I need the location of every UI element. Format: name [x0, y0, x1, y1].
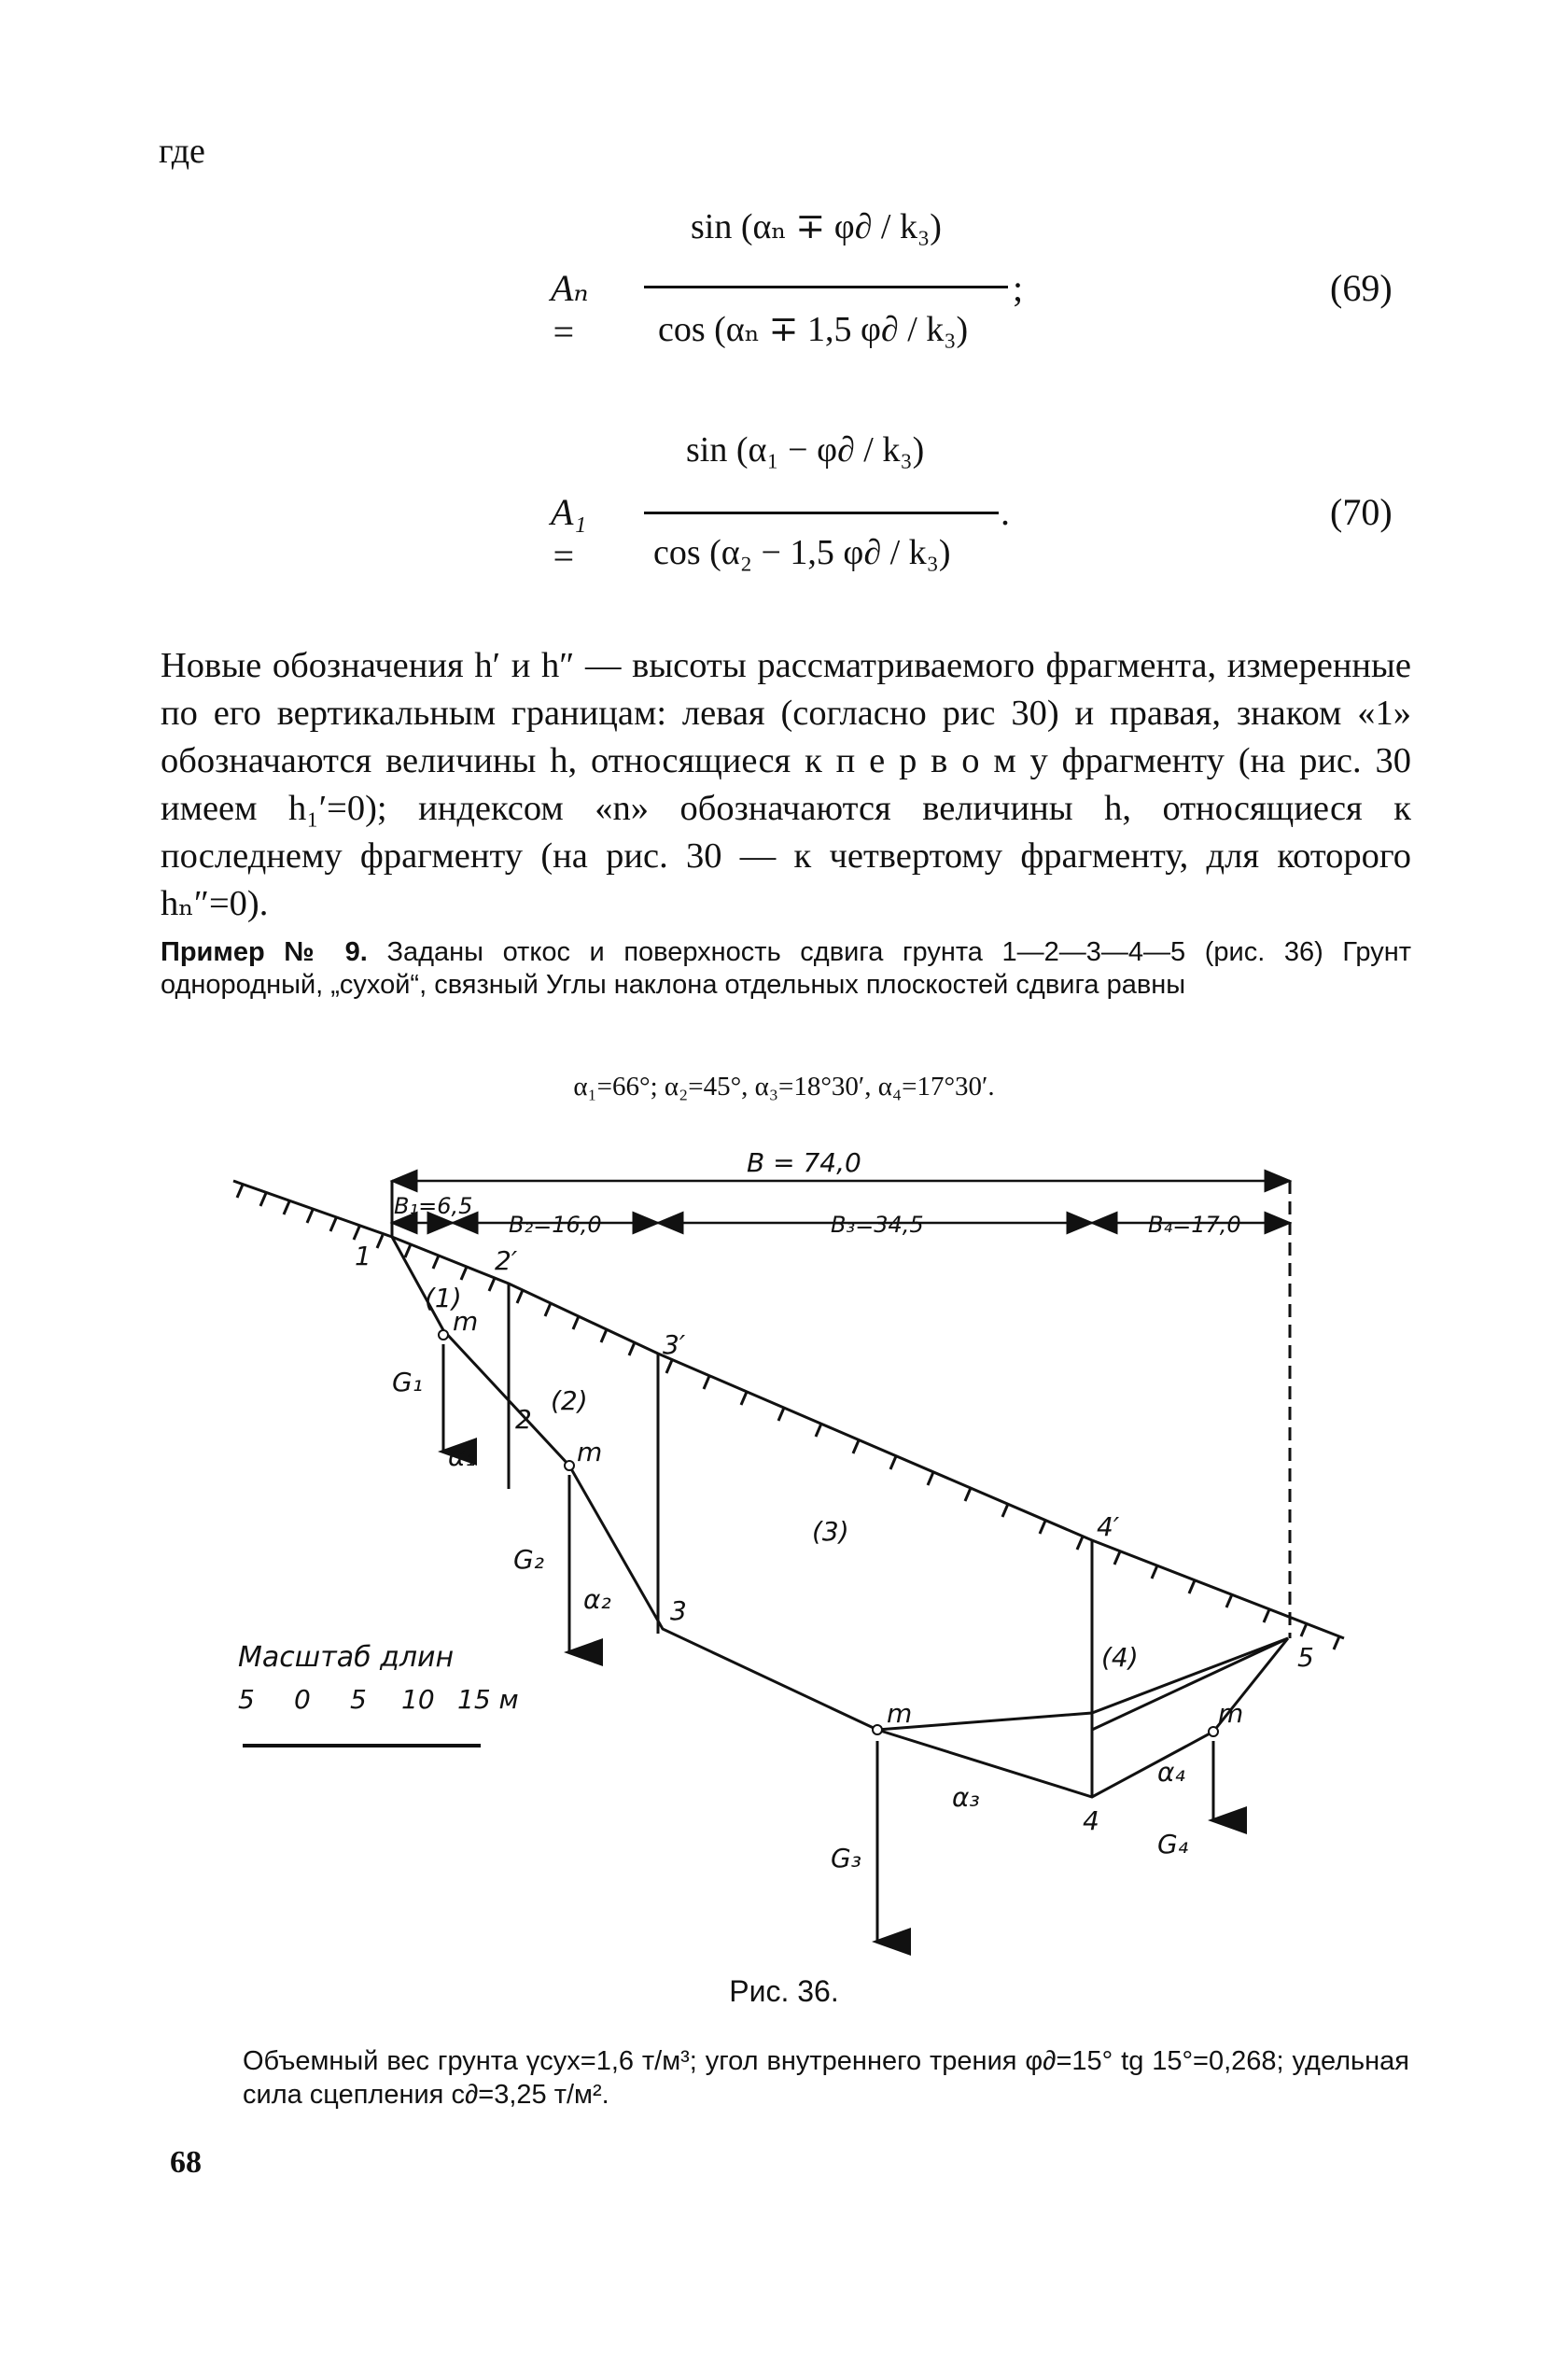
centroid-label-1: m — [453, 1306, 479, 1337]
example-heading: Пример № 9. — [161, 937, 368, 967]
bottom-paragraph: Объемный вес грунта γсух=1,6 т/м³; угол внутреннего трения φ∂=15° tg 15°=0,268; удельная сила сцепления c∂=3,25 т/м². — [243, 2046, 1409, 2110]
scale-tick-10: 10 — [401, 1684, 435, 1715]
total-width-label: B = 74,0 — [747, 1147, 861, 1178]
point-4-prime: 4′ — [1097, 1511, 1120, 1542]
force-label-g3: G₃ — [831, 1843, 861, 1874]
angle-values: α₁=66°; α₂=45°, α₃=18°30′, α₄=17°30′. — [573, 1072, 995, 1102]
centroid-1 — [439, 1330, 448, 1340]
fraction-bar — [644, 286, 1008, 288]
example-text: Заданы откос и поверхность сдвига грунта 1—2—3—4—5 (рис. 36) Грунт однородный, „сухой“, связный Углы наклона отдельных плоскостей сдвига равны — [161, 937, 1411, 1000]
point-2-prime: 2′ — [495, 1245, 518, 1276]
point-3: 3 — [670, 1595, 687, 1626]
figure-36 — [224, 1144, 1381, 1970]
force-label-g4: G₄ — [1157, 1829, 1188, 1860]
centroid-label-4: m — [1218, 1698, 1244, 1729]
angle-label-4: α₄ — [1157, 1757, 1185, 1788]
equation-lhs: A₁ = — [551, 491, 587, 577]
equation-punctuation: ; — [1013, 267, 1024, 309]
centroid-label-2: m — [577, 1437, 603, 1467]
figure-caption: Рис. 36. — [729, 1974, 839, 2008]
page-number: 68 — [170, 2145, 202, 2180]
width-label-4: B₄=17,0 — [1148, 1212, 1241, 1238]
fragment-2: (2) — [551, 1385, 588, 1416]
point-4: 4 — [1083, 1805, 1099, 1836]
width-label-3: B₃=34,5 — [831, 1212, 924, 1238]
equation-denominator: cos (α₂ − 1,5 φ∂ / k₃) — [653, 533, 951, 572]
scale-tick-0: 0 — [294, 1684, 311, 1715]
slope-diagram — [224, 1144, 1381, 1965]
centroid-2 — [565, 1461, 574, 1470]
scale-tick-5b: 5 — [350, 1684, 367, 1715]
scale-tick-5a: 5 — [238, 1684, 255, 1715]
fraction-bar — [644, 512, 999, 514]
width-label-1: B₁=6,5 — [394, 1193, 473, 1219]
scale-title: Масштаб длин — [238, 1641, 455, 1674]
fragment-1: (1) — [425, 1283, 462, 1313]
point-2: 2 — [515, 1404, 532, 1435]
width-label-2: B₂=16,0 — [509, 1212, 602, 1238]
body-paragraph: Новые обозначения h′ и h″ — высоты рассматриваемого фрагмента, измеренные по его вертикальным границам: левая (согласно рис 30) и правая, знаком «1» обозначаются величины h, относящиеся к п е р в о м у фрагменту (на рис. 30 имеем h₁′=0); индексом «n» обозначаются величины h, относящиеся к последнему фрагменту (на рис. 30 — к четвертому фрагменту, для которого hₙ″=0). — [161, 646, 1411, 923]
equation-lhs: Aₙ = — [551, 267, 589, 353]
angle-label-1: α₁ — [448, 1441, 476, 1472]
point-3-prime: 3′ — [663, 1329, 686, 1360]
equation-number: (69) — [1330, 267, 1393, 309]
equation-number: (70) — [1330, 491, 1393, 533]
scale-tick-15: 15 м — [457, 1684, 519, 1715]
example-paragraph — [161, 936, 1411, 1002]
centroid-3 — [873, 1725, 882, 1734]
slip-surface — [392, 1237, 1288, 1730]
equation-denominator: cos (αₙ ∓ 1,5 φ∂ / k₃) — [658, 310, 969, 349]
angle-label-2: α₂ — [583, 1584, 611, 1615]
centroid-4 — [1209, 1727, 1218, 1736]
equation-numerator: sin (αₙ ∓ φ∂ / k₃) — [691, 207, 942, 246]
point-5: 5 — [1297, 1642, 1314, 1673]
fragment-3: (3) — [812, 1516, 849, 1547]
force-label-g2: G₂ — [513, 1544, 544, 1575]
angle-label-3: α₃ — [952, 1782, 980, 1813]
equation-numerator: sin (α₁ − φ∂ / k₃) — [686, 430, 925, 470]
equation-punctuation: . — [1001, 491, 1010, 533]
centroid-label-3: m — [887, 1698, 913, 1729]
intro-word: где — [159, 132, 205, 171]
point-1: 1 — [355, 1241, 371, 1271]
force-label-g1: G₁ — [392, 1367, 423, 1397]
fragment-4: (4) — [1101, 1642, 1139, 1673]
